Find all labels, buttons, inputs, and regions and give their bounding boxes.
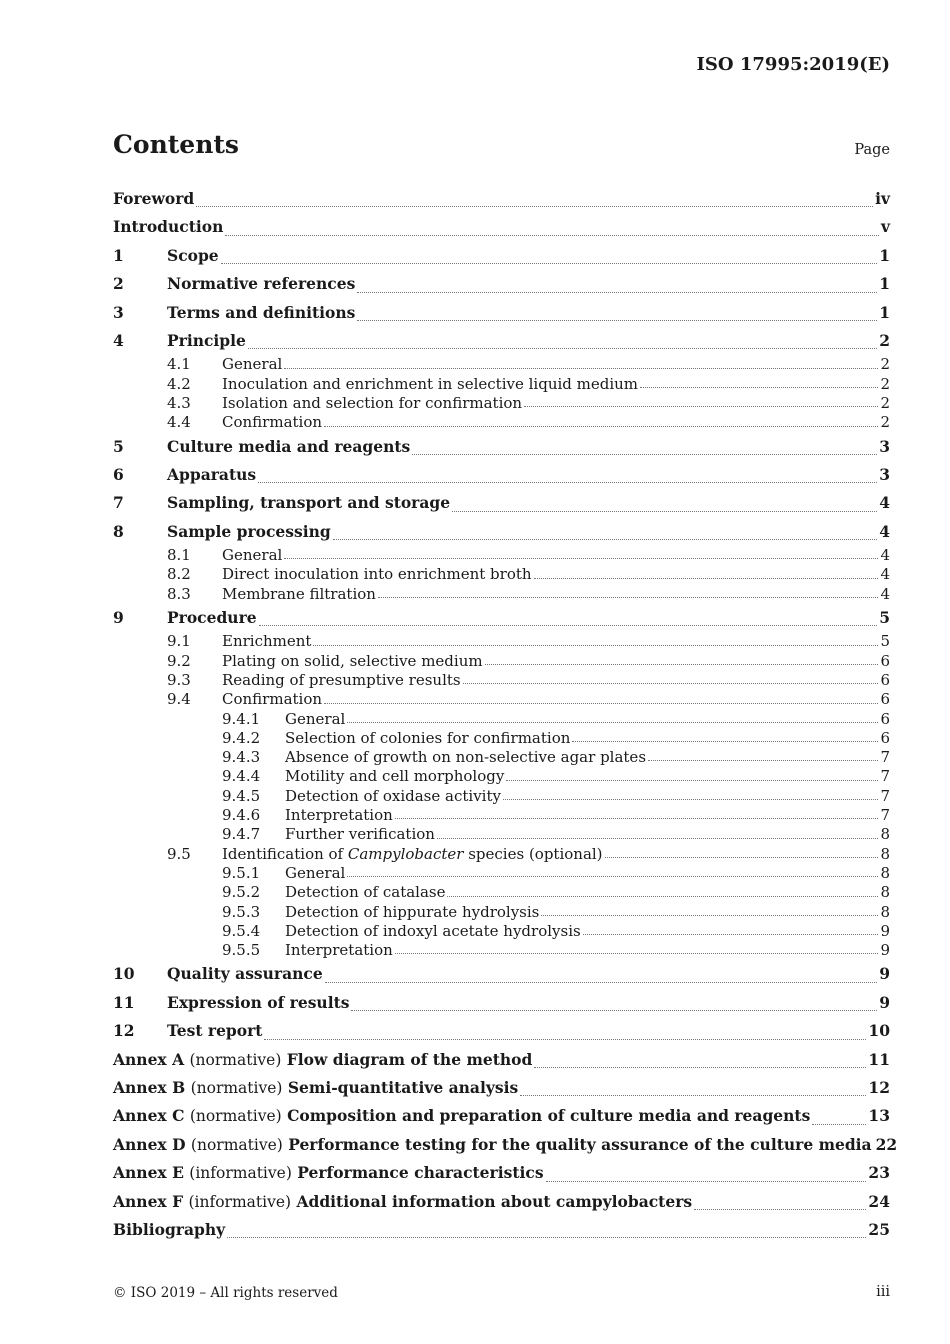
entry-title: [113, 1159, 544, 1187]
dot-leader: [520, 1095, 866, 1096]
annex-title: Performance characteristics: [297, 1163, 544, 1183]
entry-page: 6: [880, 670, 890, 689]
annex-title: Performance testing for the quality assurance of the culture media: [288, 1134, 872, 1154]
entry-page: 8: [880, 844, 890, 863]
entry-text: Introduction: [113, 217, 224, 237]
entry-text: Reading of presumptive results: [222, 670, 461, 689]
entry-text: Normative references: [167, 274, 356, 294]
page-number: iii: [876, 1284, 890, 1300]
entry-page: 3: [879, 464, 890, 484]
entry-page: 4: [879, 521, 890, 541]
dot-leader: [437, 838, 879, 839]
entry-number: 9.4.3: [222, 748, 261, 767]
dot-leader: [572, 741, 878, 742]
entry-text: species (optional): [463, 844, 603, 863]
entry-page: 25: [868, 1219, 890, 1239]
entry-text: Direct inoculation into enrichment broth: [222, 565, 532, 584]
entry-text: Procedure: [167, 607, 257, 627]
entry-text: Enrichment: [222, 632, 312, 651]
toc-entry-section[interactable]: [113, 489, 890, 517]
annex-type: (normative): [190, 1078, 283, 1097]
entry-number: 9.4.6: [222, 806, 261, 825]
entry-title: [167, 989, 349, 1017]
entry-page: 7: [880, 786, 890, 805]
entry-title: [113, 1046, 532, 1074]
dot-leader: [812, 1124, 866, 1125]
dot-leader: [324, 426, 878, 427]
entry-text: General: [222, 546, 283, 565]
toc-entry-subsubsection[interactable]: [113, 883, 890, 902]
toc-entry-subsection[interactable]: [113, 565, 890, 584]
entry-page: 5: [880, 632, 890, 651]
entry-page: 2: [880, 355, 890, 374]
toc-entry-section[interactable]: [113, 1017, 890, 1045]
toc-entry-annex[interactable]: [113, 1102, 890, 1130]
entry-title: [113, 213, 223, 241]
entry-title: [167, 270, 355, 298]
entry-number: 9.2: [167, 651, 191, 670]
entry-page: 3: [879, 436, 890, 456]
entry-number: 9.1: [167, 632, 191, 651]
entry-title: [113, 1216, 225, 1244]
entry-title: [285, 941, 393, 960]
entry-number: 9.5.2: [222, 883, 261, 902]
entry-text: Test report: [167, 1021, 263, 1041]
entry-number: 4.4: [167, 413, 191, 432]
entry-title: [167, 1017, 262, 1045]
entry-text: Sample processing: [167, 521, 331, 541]
entry-page: 7: [880, 748, 890, 767]
entry-title: [222, 652, 483, 671]
dot-leader: [503, 799, 878, 800]
entry-title: [113, 185, 194, 213]
entry-title: [285, 922, 581, 941]
entry-number: 1: [113, 245, 124, 265]
toc-entry-subsubsection[interactable]: [113, 903, 890, 922]
toc-entry-subsection[interactable]: [113, 546, 890, 565]
entry-text: Sampling, transport and storage: [167, 493, 451, 513]
entry-text: Apparatus: [167, 464, 257, 484]
entry-page: 2: [880, 413, 890, 432]
dot-leader: [284, 368, 878, 369]
toc-entry-subsection[interactable]: [113, 375, 890, 394]
toc-entry-subsubsection[interactable]: [113, 767, 890, 786]
entry-title: [285, 883, 445, 902]
dot-leader: [506, 780, 878, 781]
dot-leader: [485, 664, 879, 665]
entry-title: [167, 489, 450, 517]
entry-title: [167, 327, 246, 355]
entry-text: Culture media and reagents: [167, 436, 411, 456]
entry-page: 4: [879, 493, 890, 513]
toc-entry-annex[interactable]: [113, 1188, 890, 1216]
annex-type: (normative): [190, 1135, 283, 1154]
annex-label: Annex D: [113, 1134, 186, 1154]
dot-leader: [541, 915, 878, 916]
entry-number: 9.5.1: [222, 863, 261, 882]
entry-title: [222, 394, 522, 413]
toc-entry-subsection[interactable]: [113, 413, 890, 432]
dot-leader: [196, 206, 873, 207]
dot-leader: [227, 1237, 866, 1238]
toc-entry-front[interactable]: [113, 185, 890, 213]
entry-text: Further verification: [285, 825, 435, 844]
entry-page: 9: [880, 921, 890, 940]
dot-leader: [313, 645, 878, 646]
entry-text: Terms and definitions: [167, 302, 356, 322]
toc-entry-subsection[interactable]: [113, 671, 890, 690]
entry-page: 23: [868, 1163, 890, 1183]
entry-title: [222, 355, 282, 374]
annex-title: Composition and preparation of culture media and reagents: [287, 1106, 811, 1126]
dot-leader: [463, 683, 879, 684]
entry-page: 6: [880, 651, 890, 670]
entry-title: [285, 729, 570, 748]
annex-type: (informative): [188, 1192, 292, 1211]
entry-page: 1: [879, 302, 890, 322]
annex-type: (normative): [189, 1107, 282, 1126]
entry-text: Bibliography: [113, 1219, 226, 1239]
entry-page: 4: [880, 546, 890, 565]
entry-text-italic: Campylobacter: [347, 844, 464, 863]
dot-leader: [259, 625, 878, 626]
toc-entry-section[interactable]: [113, 518, 890, 546]
annex-label: Annex A: [113, 1049, 185, 1069]
entry-text: Quality assurance: [167, 964, 323, 984]
entry-text: Detection of oxidase activity: [285, 786, 501, 805]
dot-leader: [351, 1010, 877, 1011]
dot-leader: [395, 818, 879, 819]
entry-text: General: [285, 709, 346, 728]
entry-title: [113, 1102, 810, 1130]
annex-type: (normative): [189, 1050, 282, 1069]
entry-text: Foreword: [113, 189, 195, 208]
toc-entry-subsection[interactable]: [113, 394, 890, 413]
entry-number: 2: [113, 274, 124, 294]
annex-title: Flow diagram of the method: [286, 1049, 533, 1069]
entry-title: [167, 518, 331, 546]
entry-page: 2: [880, 374, 890, 393]
dot-leader: [412, 454, 877, 455]
entry-text: Selection of colonies for confirmation: [285, 728, 571, 747]
toc-entry-subsection[interactable]: [113, 585, 890, 604]
dot-leader: [605, 857, 879, 858]
toc-entry-subsection[interactable]: [113, 690, 890, 709]
entry-page: 4: [880, 584, 890, 603]
entry-page: 6: [880, 690, 890, 709]
entry-text: Plating on solid, selective medium: [222, 651, 483, 670]
page-column-label: Page: [854, 142, 890, 158]
entry-text: Absence of growth on non-selective agar plates: [285, 748, 647, 767]
entry-number: 8.1: [167, 546, 191, 565]
entry-title: [285, 748, 646, 767]
dot-leader: [333, 539, 877, 540]
document-id: ISO 17995:2019(E): [696, 54, 890, 75]
entry-text: General: [285, 863, 346, 882]
toc-entry-subsection[interactable]: [113, 652, 890, 671]
entry-page: 9: [879, 964, 890, 984]
entry-page: 6: [880, 709, 890, 728]
entry-number: 5: [113, 436, 124, 456]
dot-leader: [378, 597, 879, 598]
entry-title: [222, 632, 311, 651]
dot-leader: [640, 387, 878, 388]
dot-leader: [264, 1039, 866, 1040]
entry-page: 1: [879, 274, 890, 294]
entry-title: [222, 845, 603, 864]
entry-number: 3: [113, 302, 124, 322]
toc-entry-subsection[interactable]: [113, 845, 890, 864]
annex-label: Annex F: [113, 1191, 184, 1211]
entry-title: [222, 671, 461, 690]
entry-text: Inoculation and enrichment in selective liquid medium: [222, 374, 639, 393]
toc-entry-subsection[interactable]: [113, 632, 890, 651]
dot-leader: [284, 558, 878, 559]
entry-title: [285, 767, 504, 786]
toc-entry-section[interactable]: [113, 242, 890, 270]
dot-leader: [534, 578, 879, 579]
entry-title: [285, 864, 345, 883]
dot-leader: [452, 511, 877, 512]
toc-entry-section[interactable]: [113, 604, 890, 632]
dot-leader: [324, 703, 878, 704]
dot-leader: [524, 406, 878, 407]
dot-leader: [546, 1181, 867, 1182]
entry-title: [285, 903, 539, 922]
entry-text: Motility and cell morphology: [285, 767, 505, 786]
entry-number: 9.4.7: [222, 825, 261, 844]
entry-number: 4: [113, 330, 124, 350]
toc-entry-annex[interactable]: [113, 1159, 890, 1187]
entry-title: [222, 690, 322, 709]
entry-number: 8.2: [167, 565, 191, 584]
entry-number: 9.5.5: [222, 941, 261, 960]
entry-number: 6: [113, 464, 124, 484]
entry-title: [285, 710, 345, 729]
dot-leader: [694, 1209, 866, 1210]
entry-page: 6: [880, 728, 890, 747]
toc-entry-annex[interactable]: [113, 1074, 890, 1102]
entry-number: 9.4: [167, 690, 191, 709]
entry-number: 9.4.4: [222, 767, 261, 786]
entry-number: 10: [113, 964, 135, 984]
dot-leader: [357, 292, 877, 293]
entry-title: [285, 806, 393, 825]
entry-text: Confirmation: [222, 690, 323, 709]
entry-page: 9: [880, 941, 890, 960]
entry-title: [113, 1074, 518, 1102]
entry-text: Confirmation: [222, 413, 323, 432]
entry-text: Interpretation: [285, 806, 393, 825]
entry-number: 12: [113, 1021, 135, 1041]
copyright-notice: © ISO 2019 – All rights reserved: [113, 1285, 338, 1301]
entry-number: 4.1: [167, 355, 191, 374]
dot-leader: [395, 953, 879, 954]
toc-entry-section[interactable]: [113, 327, 890, 355]
entry-number: 9.4.1: [222, 709, 261, 728]
entry-number: 7: [113, 493, 124, 513]
entry-page: 8: [880, 902, 890, 921]
annex-title: Additional information about campylobacters: [296, 1191, 693, 1211]
dot-leader: [325, 982, 878, 983]
entry-page: 2: [879, 330, 890, 350]
entry-text: General: [222, 355, 283, 374]
entry-number: 9.3: [167, 670, 191, 689]
toc-entry-subsubsection[interactable]: [113, 825, 890, 844]
toc-entry-back[interactable]: [113, 1216, 890, 1244]
entry-title: [222, 546, 282, 565]
entry-text: Scope: [167, 245, 219, 265]
entry-page: 8: [880, 825, 890, 844]
dot-leader: [583, 934, 879, 935]
entry-title: [167, 299, 355, 327]
entry-title: [222, 375, 638, 394]
toc-entry-subsubsection[interactable]: [113, 729, 890, 748]
toc-entry-section[interactable]: [113, 299, 890, 327]
entry-page: 7: [880, 806, 890, 825]
entry-number: 11: [113, 992, 135, 1012]
entry-page: 5: [879, 607, 890, 627]
entry-title: [167, 433, 410, 461]
entry-title: [222, 565, 532, 584]
annex-title: Semi-quantitative analysis: [287, 1077, 519, 1097]
annex-type: (informative): [189, 1164, 292, 1183]
toc-entry-subsubsection[interactable]: [113, 941, 890, 960]
entry-text: Isolation and selection for confirmation: [222, 393, 523, 412]
entry-text: Membrane filtration: [222, 584, 376, 603]
dot-leader: [347, 722, 878, 723]
dot-leader: [357, 320, 877, 321]
entry-title: [222, 585, 376, 604]
entry-number: 9: [113, 607, 124, 627]
toc-entry-subsubsection[interactable]: [113, 710, 890, 729]
dot-leader: [447, 896, 878, 897]
toc-entry-section[interactable]: [113, 433, 890, 461]
entry-number: 9.5.3: [222, 902, 261, 921]
entry-number: 4.2: [167, 374, 191, 393]
entry-title: [113, 1131, 872, 1159]
toc-entry-annex[interactable]: [113, 1046, 890, 1074]
toc-entry-front[interactable]: [113, 213, 890, 241]
dot-leader: [225, 235, 879, 236]
toc-entry-subsubsection[interactable]: [113, 806, 890, 825]
entry-title: [167, 242, 219, 270]
dot-leader: [258, 482, 877, 483]
entry-number: 4.3: [167, 393, 191, 412]
entry-page: 8: [880, 883, 890, 902]
entry-page: 24: [868, 1191, 890, 1211]
toc-entry-section[interactable]: [113, 270, 890, 298]
entry-text: Expression of results: [167, 992, 350, 1012]
entry-title: [167, 461, 256, 489]
entry-page: 8: [880, 863, 890, 882]
annex-label: Annex B: [113, 1077, 186, 1097]
dot-leader: [221, 263, 878, 264]
dot-leader: [248, 348, 877, 349]
dot-leader: [648, 760, 878, 761]
dot-leader: [347, 876, 878, 877]
entry-page: 7: [880, 767, 890, 786]
entry-page: 11: [868, 1049, 890, 1069]
entry-title: [167, 604, 257, 632]
entry-page: 1: [879, 245, 890, 265]
entry-page: 22: [875, 1134, 898, 1154]
toc-entry-subsubsection[interactable]: [113, 864, 890, 883]
page-title: Contents: [113, 130, 240, 159]
entry-title: [113, 1188, 692, 1216]
entry-page: 4: [880, 565, 890, 584]
entry-title: [167, 960, 323, 988]
entry-text: Interpretation: [285, 941, 393, 960]
entry-title: [285, 787, 501, 806]
entry-number: 9.5.4: [222, 921, 261, 940]
entry-number: 9.5: [167, 844, 191, 863]
entry-page: 12: [868, 1077, 890, 1097]
entry-number: 9.4.2: [222, 728, 261, 747]
entry-text: Detection of hippurate hydrolysis: [285, 902, 540, 921]
entry-page: v: [880, 217, 890, 237]
entry-text: Principle: [167, 330, 246, 350]
entry-text: Detection of indoxyl acetate hydrolysis: [285, 921, 581, 940]
entry-title: [222, 413, 322, 432]
toc-entry-subsection[interactable]: [113, 355, 890, 374]
dot-leader: [534, 1067, 866, 1068]
table-of-contents: [113, 185, 898, 1244]
entry-number: 9.4.5: [222, 786, 261, 805]
toc-entry-annex[interactable]: [113, 1131, 898, 1159]
toc-entry-subsubsection[interactable]: [113, 748, 890, 767]
entry-number: 8.3: [167, 584, 191, 603]
toc-entry-section[interactable]: [113, 960, 890, 988]
entry-page: 10: [868, 1021, 890, 1041]
entry-text: Identification of: [222, 844, 348, 863]
annex-label: Annex C: [113, 1106, 185, 1126]
entry-number: 8: [113, 521, 124, 541]
entry-page: iv: [875, 189, 890, 208]
entry-page: 9: [879, 992, 890, 1012]
toc-entry-subsubsection[interactable]: [113, 922, 890, 941]
entry-page: 2: [880, 393, 890, 412]
entry-title: [285, 825, 435, 844]
toc-entry-subsubsection[interactable]: [113, 787, 890, 806]
toc-entry-section[interactable]: [113, 461, 890, 489]
entry-page: 13: [868, 1106, 890, 1126]
entry-text: Detection of catalase: [285, 883, 446, 902]
annex-label: Annex E: [113, 1163, 184, 1183]
toc-entry-section[interactable]: [113, 989, 890, 1017]
